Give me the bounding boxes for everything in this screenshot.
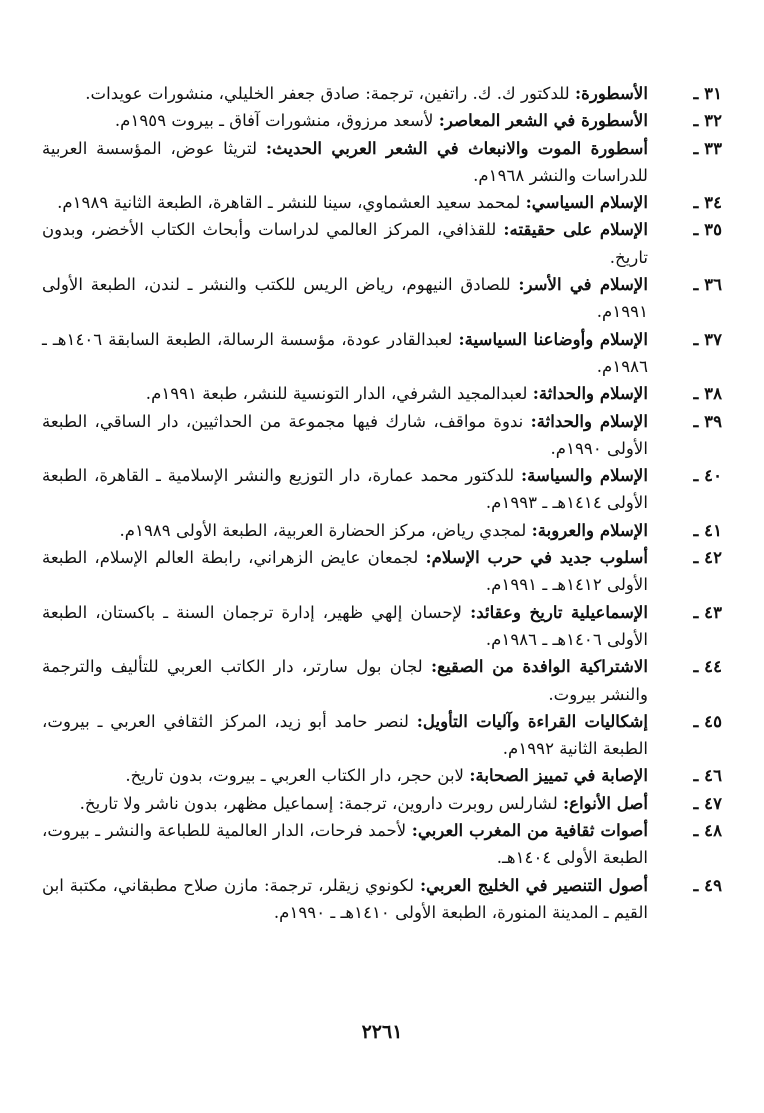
entry-title: إشكاليات القراءة وآليات التأويل: (416, 710, 648, 731)
bibliography-entry (42, 80, 722, 107)
entry-number: ٤٧ ـ (693, 792, 722, 813)
entry-number: ٣١ ـ (693, 83, 722, 103)
entry-title: الإسلام في الأسر: (518, 274, 648, 295)
entry-number: ٤٢ ـ (693, 547, 722, 568)
entry-title: الأسطورة في الشعر المعاصر: (438, 110, 648, 131)
bibliography-entry (42, 872, 722, 927)
entry-number: ٤٥ ـ (693, 710, 722, 731)
entry-details: لابن حجر، دار الكتاب العربي ـ بيروت، بدون تاريخ. (125, 766, 470, 786)
entry-details: لنصر حامد أبو زيد، المركز الثقافي العربي ـ بيروت، الطبعة الثانية ١٩٩٢م. (42, 711, 648, 759)
bibliography-entry (42, 107, 722, 134)
entry-title: الإصابة في تمييز الصحابة: (469, 765, 648, 786)
bibliography-entry (42, 408, 722, 463)
entry-title: أصول التنصير في الخليج العربي: (419, 874, 648, 895)
bibliography-entry (42, 653, 722, 708)
entry-number: ٣٦ ـ (693, 274, 722, 295)
entry-number: ٤٦ ـ (693, 765, 722, 786)
entry-title: الإسلام السياسي: (525, 192, 648, 213)
entry-title: الأسطورة: (575, 83, 648, 103)
entry-details: لجان بول سارتر، دار الكاتب العربي للتأليف والترجمة والنشر بيروت. (42, 657, 648, 704)
entry-number: ٤٨ ـ (693, 820, 722, 841)
entry-number: ٣٧ ـ (693, 328, 722, 349)
bibliography-entry (42, 216, 722, 271)
bibliography-entry (42, 517, 722, 544)
entry-number: ٤٩ ـ (693, 874, 722, 895)
entry-title: الإسلام والسياسة: (521, 465, 648, 486)
entry-details: لشارلس روبرت داروين، ترجمة: إسماعيل مظهر، بدون ناشر ولا تاريخ. (79, 793, 564, 813)
bibliography-entry (42, 189, 722, 216)
bibliography-entry (42, 817, 722, 872)
entry-details: لكونوي زيقلر، ترجمة: مازن صلاح مطبقاني، مكتبة ابن القيم ـ المدينة المنورة، الطبعة الأولى ١٤١٠هـ ـ ١٩٩٠م. (42, 875, 648, 922)
entry-number: ٤١ ـ (693, 519, 722, 540)
entry-number: ٤٤ ـ (693, 656, 722, 677)
entry-number: ٣٣ ـ (693, 137, 722, 158)
entry-title: الإسلام والحداثة: (530, 410, 648, 431)
entry-title: أسطورة الموت والانبعاث في الشعر العربي الحديث: (265, 137, 648, 158)
bibliography-entry (42, 326, 722, 381)
entry-number: ٤٣ ـ (693, 601, 722, 622)
entry-details: لمجدي رياض، مركز الحضارة العربية، الطبعة الأولى ١٩٨٩م. (119, 520, 532, 540)
entry-details: لأحمد فرحات، الدار العالمية للطباعة والنشر ـ بيروت، الطبعة الأولى ١٤٠٤هـ. (42, 821, 648, 868)
entry-details: لتريثا عوض، المؤسسة العربية للدراسات والنشر ١٩٦٨م. (42, 138, 648, 185)
entry-number: ٣٤ ـ (693, 192, 722, 213)
entry-details: لإحسان إلهي ظهير، إدارة ترجمان السنة ـ باكستان، الطبعة الأولى ١٤٠٦هـ ـ ١٩٨٦م. (42, 602, 648, 649)
bibliography-entry (42, 790, 722, 817)
entry-title: الإسلام على حقيقته: (503, 219, 649, 240)
bibliography-list (42, 80, 722, 926)
entry-details: للقذافي، المركز العالمي لدراسات وأبحاث الكتاب الأخضر، وبدون تاريخ. (42, 220, 648, 267)
entry-number: ٣٢ ـ (693, 110, 722, 131)
entry-details: لمحمد سعيد العشماوي، سينا للنشر ـ القاهرة، الطبعة الثانية ١٩٨٩م. (57, 193, 526, 213)
entry-details: ندوة مواقف، شارك فيها مجموعة من الحداثيين، دار الساقي، الطبعة الأولى ١٩٩٠م. (42, 411, 648, 458)
entry-number: ٣٨ ـ (693, 383, 722, 404)
bibliography-entry (42, 462, 722, 517)
entry-title: الإسلام والعروبة: (531, 519, 648, 540)
page-number: ٢٢٦١ (361, 1021, 403, 1043)
bibliography-entry (42, 544, 722, 599)
entry-title: أصوات ثقافية من المغرب العربي: (411, 820, 648, 841)
entry-details: لجمعان عايض الزهراني، رابطة العالم الإسلام، الطبعة الأولى ١٤١٢هـ ـ ١٩٩١م. (42, 548, 648, 595)
entry-number: ٣٥ ـ (693, 219, 722, 240)
entry-details: لعبدالقادر عودة، مؤسسة الرسالة، الطبعة السابقة ١٤٠٦هـ ـ ١٩٨٦م. (42, 329, 648, 376)
bibliography-entry (42, 599, 722, 654)
entry-number: ٤٠ ـ (693, 465, 722, 486)
entry-title: أسلوب جديد في حرب الإسلام: (425, 547, 648, 568)
entry-title: الاشتراكية الوافدة من الصقيع: (431, 656, 648, 677)
entry-number: ٣٩ ـ (693, 410, 722, 431)
entry-details: للصادق النيهوم، رياض الريس للكتب والنشر ـ لندن، الطبعة الأولى ١٩٩١م. (42, 275, 648, 322)
bibliography-entry (42, 380, 722, 407)
bibliography-entry (42, 271, 722, 326)
bibliography-entry (42, 135, 722, 190)
entry-details: لأسعد مرزوق، منشورات آفاق ـ بيروت ١٩٥٩م. (114, 111, 439, 131)
entry-title: أصل الأنواع: (563, 792, 648, 813)
entry-title: الإسلام والحداثة: (532, 383, 648, 404)
bibliography-entry (42, 762, 722, 789)
entry-title: الإسلام وأوضاعنا السياسية: (458, 328, 649, 349)
entry-details: للدكتور محمد عمارة، دار التوزيع والنشر الإسلامية ـ القاهرة، الطبعة الأولى ١٤١٤هـ ـ ١٩٩٣م. (42, 466, 648, 513)
entry-details: لعبدالمجيد الشرفي، الدار التونسية للنشر، طبعة ١٩٩١م. (145, 384, 533, 404)
entry-details: للدكتور ك. ك. راتفين، ترجمة: صادق جعفر الخليلي، منشورات عويدات. (85, 84, 575, 103)
bibliography-entry (42, 708, 722, 763)
entry-title: الإسماعيلية تاريخ وعقائد: (470, 601, 648, 622)
